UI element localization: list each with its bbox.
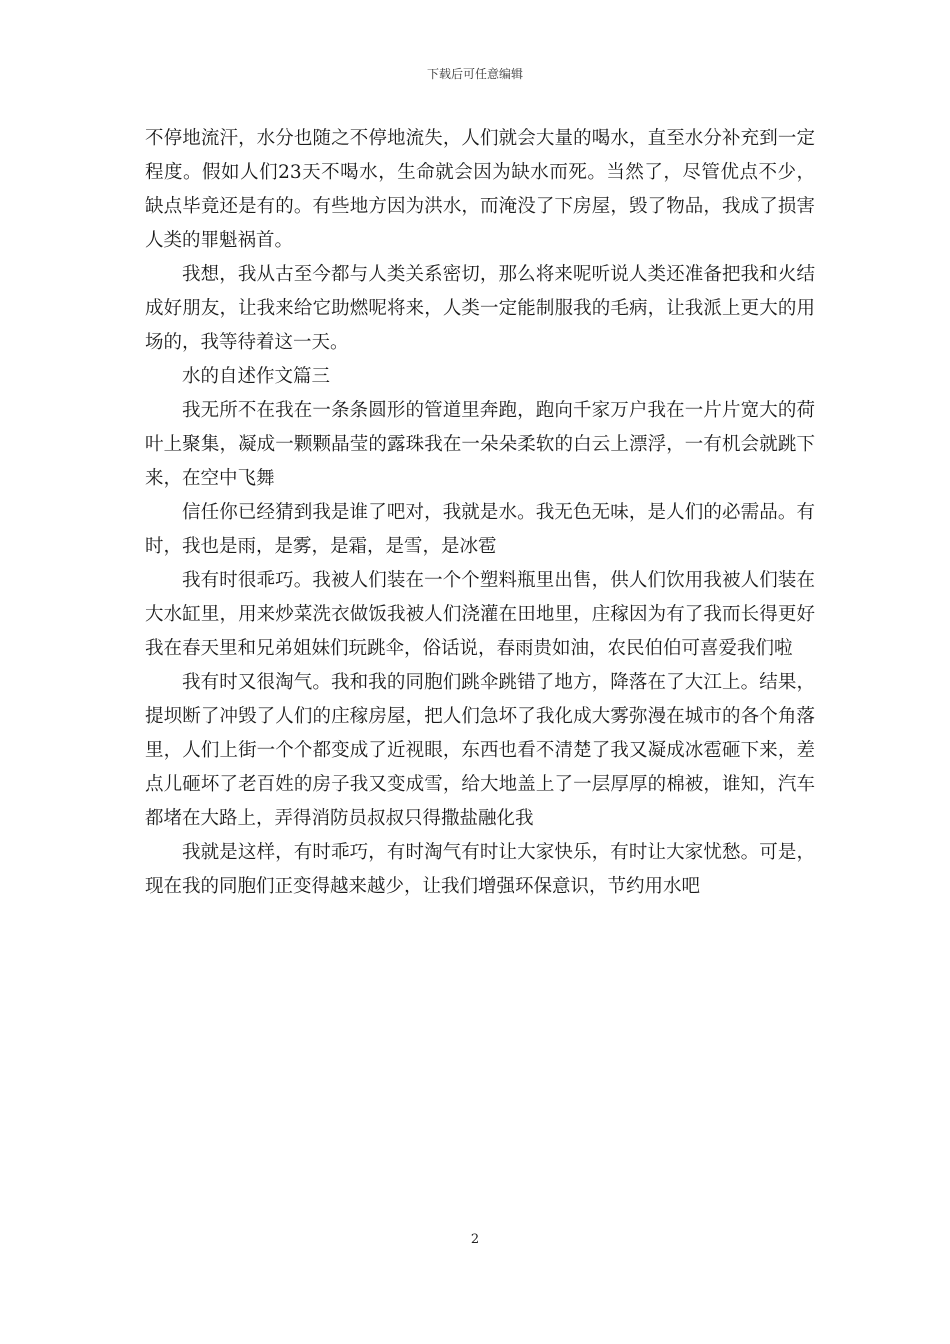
paragraph-3: 我无所不在我在一条条圆形的管道里奔跑，跑向千家万户我在一片片宽大的荷叶上聚集，凝成一颗颗晶莹的露珠我在一朵朵柔软的白云上漂浮，一有机会就跳下来，在空中飞舞 xyxy=(145,400,815,489)
paragraph-4: 信任你已经猜到我是谁了吧对，我就是水。我无色无味，是人们的必需品。有时，我也是雨，是雾，是霜，是雪，是冰雹 xyxy=(145,502,815,557)
paragraph-6: 我有时又很淘气。我和我的同胞们跳伞跳错了地方，降落在了大江上。结果，提坝断了冲毁了人们的庄稼房屋，把人们急坏了我化成大雾弥漫在城市的各个角落里，人们上街一个个都变成了近视眼，东西也看不清楚了我又凝成冰雹砸下来，差点儿砸坏了老百姓的房子我又变成雪，给大地盖上了一层厚厚的棉被，谁知，汽车都堵在大路上，弄得消防员叔叔只得撒盐融化我 xyxy=(145,672,815,829)
page-header: 下载后可任意编辑 xyxy=(426,67,523,81)
paragraph-5: 我有时很乖巧。我被人们装在一个个塑料瓶里出售，供人们饮用我被人们装在大水缸里，用来炒菜洗衣做饭我被人们浇灌在田地里，庄稼因为有了我而长得更好我在春天里和兄弟姐妹们玩跳伞，俗话说，春雨贵如油，农民伯伯可喜爱我们啦 xyxy=(145,570,815,659)
paragraph-1: 不停地流汗，水分也随之不停地流失，人们就会大量的喝水，直至水分补充到一定程度。假如人们23天不喝水，生命就会因为缺水而死。当然了，尽管优点不少，缺点毕竟还是有的。有些地方因为洪水，而淹没了下房屋，毁了物品，我成了损害人类的罪魁祸首。 xyxy=(145,128,815,251)
page-number: 2 xyxy=(470,1232,480,1247)
paragraph-2: 我想，我从古至今都与人类关系密切，那么将来呢听说人类还准备把我和火结成好朋友，让我来给它助燃呢将来，人类一定能制服我的毛病，让我派上更大的用场的，我等待着这一天。 xyxy=(145,264,815,353)
section-title: 水的自述作文篇三 xyxy=(182,366,331,387)
document-body xyxy=(145,122,815,904)
paragraph-7: 我就是这样，有时乖巧，有时淘气有时让大家快乐，有时让大家忧愁。可是，现在我的同胞们正变得越来越少，让我们增强环保意识，节约用水吧 xyxy=(145,842,815,897)
